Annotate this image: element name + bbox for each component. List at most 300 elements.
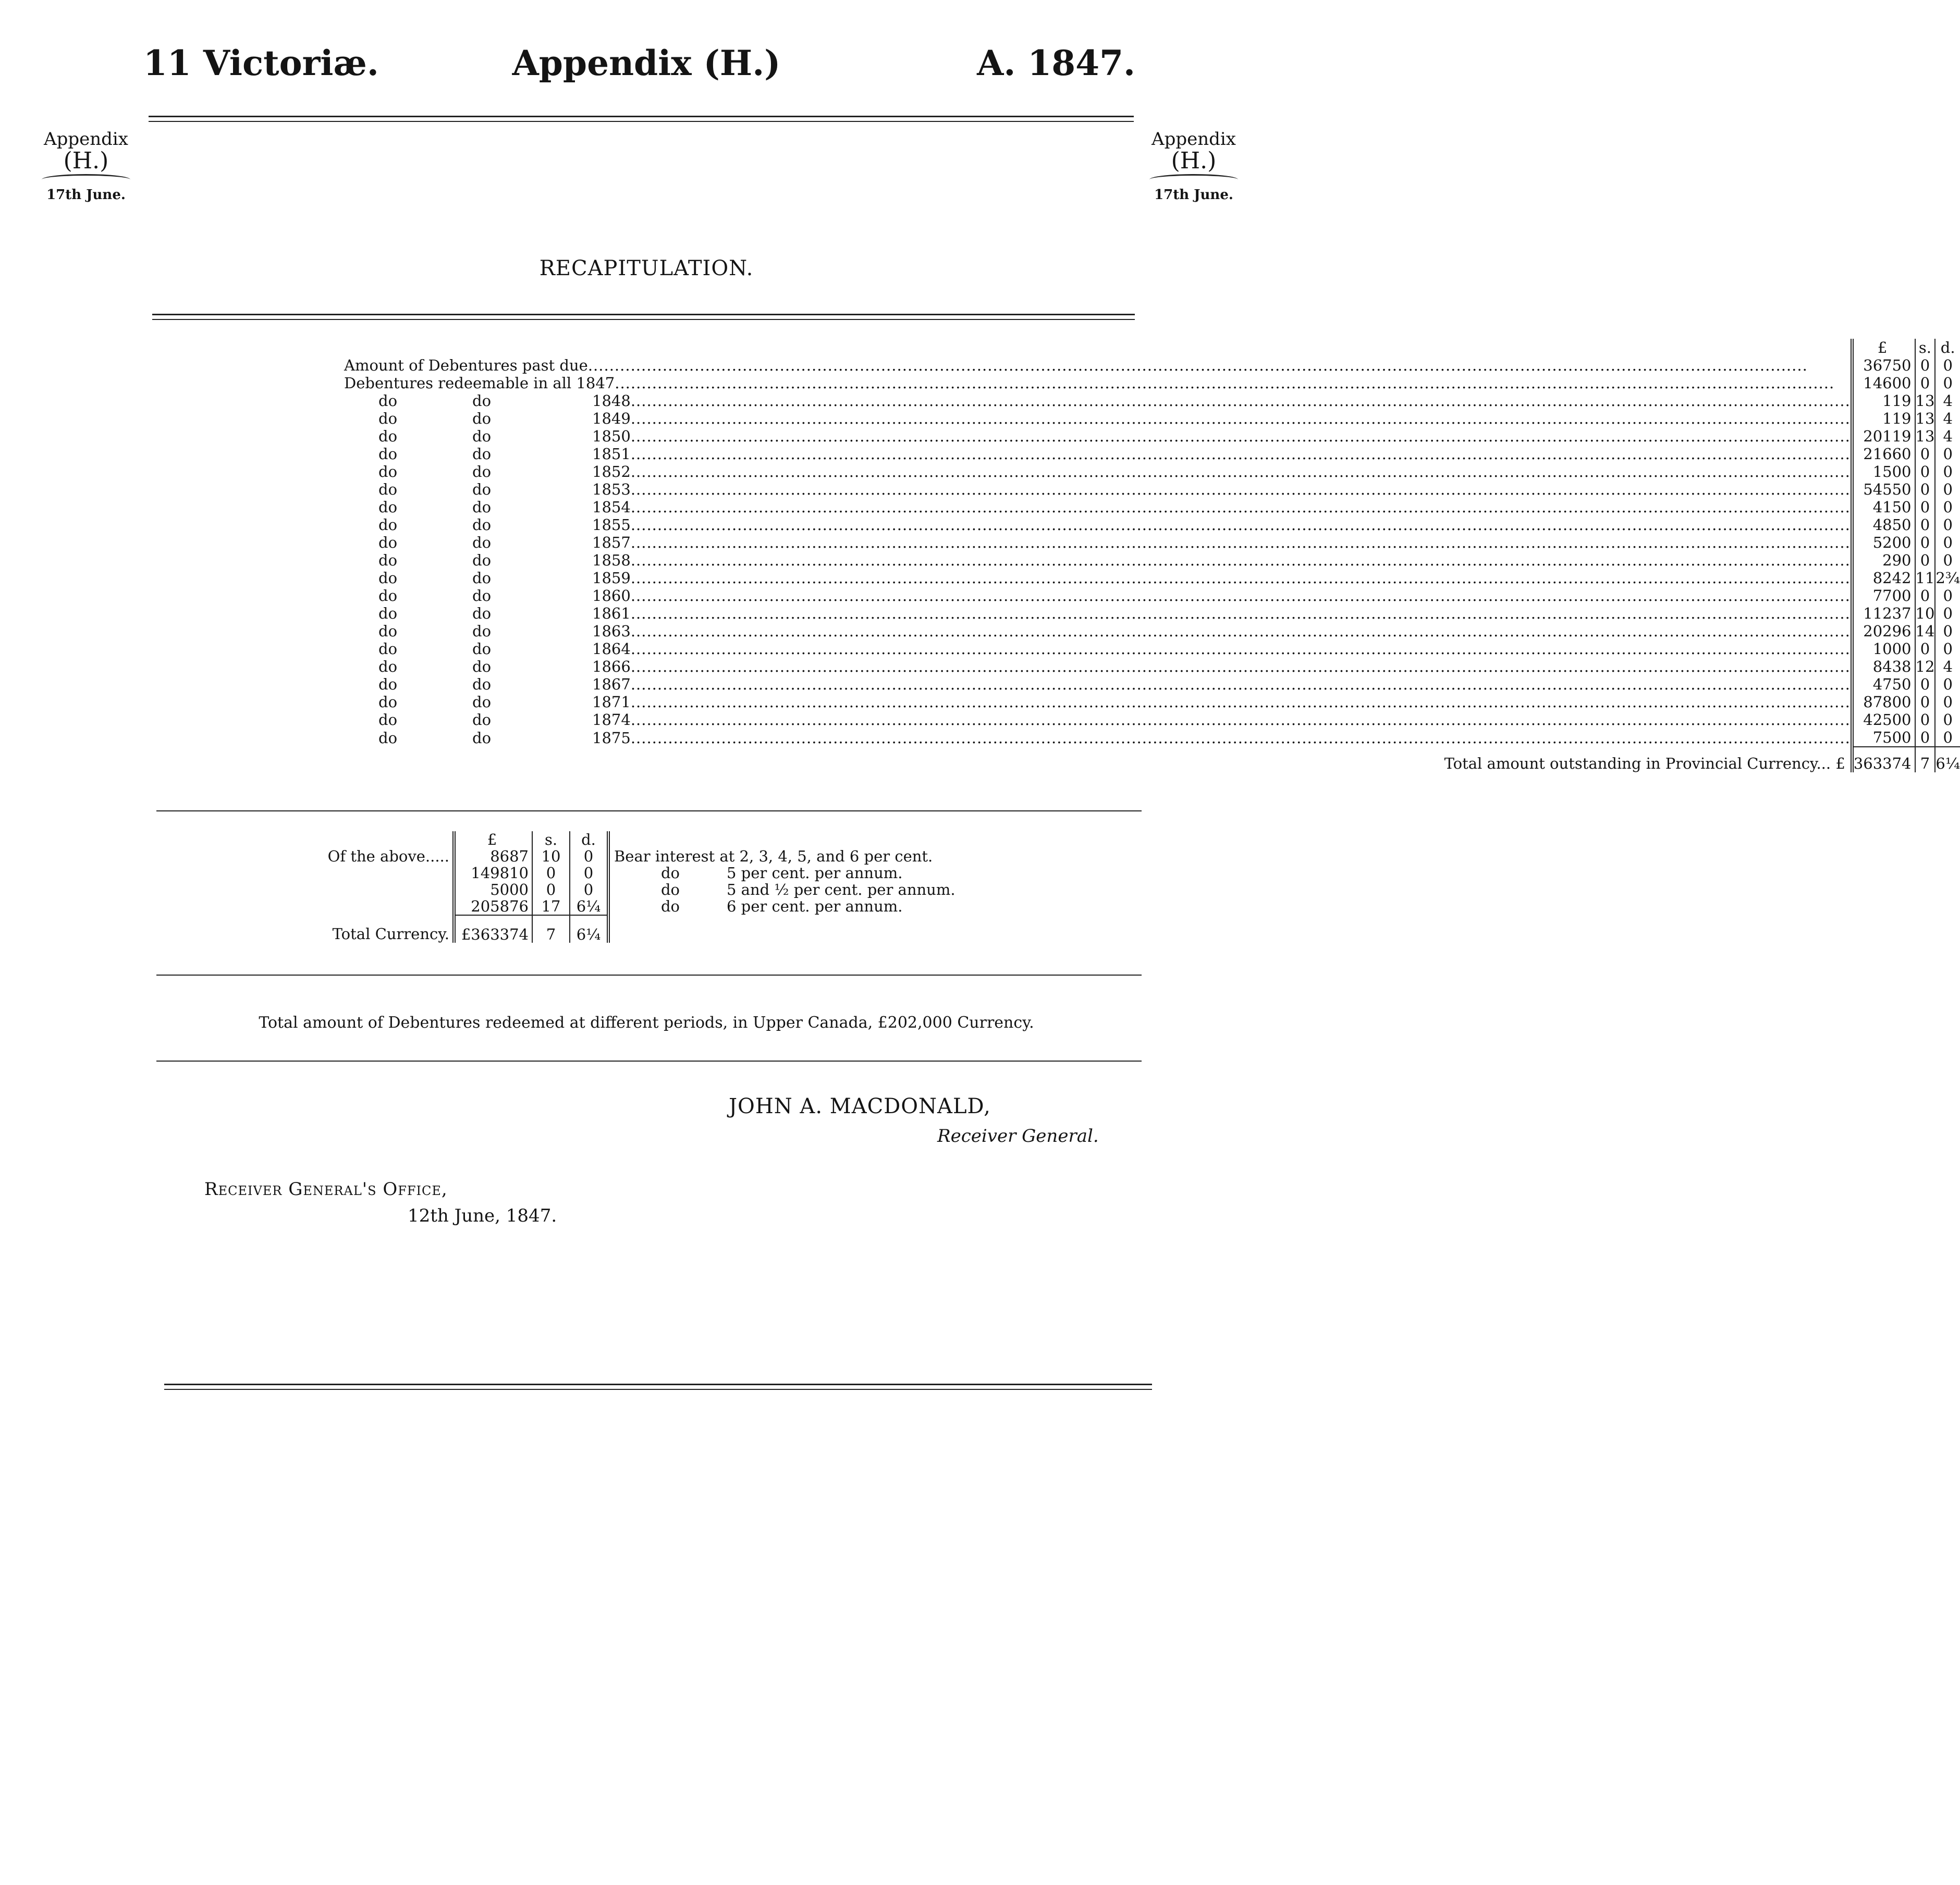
row-description: [344, 410, 1852, 427]
shillings-cell: 11: [1915, 569, 1935, 587]
interest-note: [608, 898, 956, 915]
row-prefix: do: [378, 427, 398, 445]
interest-row: [313, 848, 956, 865]
row-description: [344, 498, 1852, 516]
table-row: [344, 551, 1960, 569]
row-prefix: do: [378, 410, 398, 427]
row-year: 1874: [592, 711, 631, 729]
row-year: 1857: [592, 534, 631, 551]
pence-cell: 0: [1943, 693, 1953, 711]
pence-cell: 0: [1943, 587, 1953, 605]
table-row: [344, 622, 1960, 640]
row-description: [344, 640, 1852, 658]
shillings-cell: 17: [532, 898, 570, 915]
row-ditto: do: [472, 392, 492, 410]
row-prefix: do: [378, 551, 398, 569]
table-row: [344, 711, 1960, 729]
pence-cell: 0: [1943, 445, 1953, 463]
pounds-cell: 87800: [1852, 693, 1915, 711]
pounds-cell: 7500: [1852, 729, 1915, 747]
pence-cell: 0: [1943, 534, 1953, 551]
table-row: [344, 498, 1960, 516]
shillings-cell: 0: [1915, 534, 1936, 551]
row-description: [344, 534, 1852, 551]
row-ditto: do: [472, 534, 492, 551]
dot-leader: [631, 729, 1851, 747]
shillings-cell: 0: [1915, 498, 1936, 516]
row-description: [344, 427, 1852, 445]
row-ditto: do: [472, 711, 492, 729]
pounds-cell: 1000: [1852, 640, 1915, 658]
title-rule: [152, 314, 1135, 315]
pounds-cell: 14600: [1852, 374, 1915, 392]
row-prefix: do: [378, 498, 398, 516]
dot-leader: [631, 551, 1851, 569]
row-year: 1867: [592, 675, 631, 693]
row-prefix: do: [378, 693, 398, 711]
row-description: [344, 445, 1852, 463]
description-line: [344, 622, 1851, 640]
interest-row: [313, 865, 956, 881]
pence-cell: 4: [1943, 410, 1953, 427]
total-row: [313, 915, 956, 943]
row-ditto: do: [472, 622, 492, 640]
description-line: [344, 693, 1851, 711]
brace-icon: [42, 174, 130, 185]
interest-row: [313, 881, 956, 898]
row-description: [344, 729, 1852, 747]
pounds-cell: 5000: [454, 881, 532, 898]
row-year: 1859: [592, 569, 631, 587]
description-line: [344, 675, 1851, 693]
row-prefix: do: [378, 605, 398, 622]
row-prefix: do: [378, 445, 398, 463]
description-line: [344, 445, 1851, 463]
office-date: 12th June, 1847.: [408, 1205, 557, 1226]
row-description: [344, 605, 1852, 622]
pounds-cell: 54550: [1852, 481, 1915, 498]
row-description: [344, 463, 1852, 481]
row-ditto: do: [472, 693, 492, 711]
interest-line: [614, 848, 956, 865]
total-pounds: £363374: [454, 915, 532, 943]
row-year: 1875: [592, 729, 631, 747]
spacer: [608, 915, 956, 943]
margin-note-right: [1131, 130, 1256, 202]
pounds-cell: 5200: [1852, 534, 1915, 551]
table-row: [344, 640, 1960, 658]
pence-cell: 0: [1943, 516, 1953, 534]
office-name: Receiver General's Office,: [204, 1179, 448, 1200]
pence-cell: 0: [1943, 640, 1953, 658]
header-right: A. 1847.: [977, 43, 1135, 83]
row-prefix: do: [378, 640, 398, 658]
pounds-cell: 20119: [1852, 427, 1915, 445]
row-description: [344, 374, 1852, 392]
table-rule: [156, 810, 1142, 811]
pence-cell: 0: [1943, 498, 1953, 516]
row-prefix: do: [378, 516, 398, 534]
row-ditto: do: [472, 516, 492, 534]
ditto: do: [660, 864, 680, 882]
row-year: 1849: [592, 410, 631, 427]
row-year: 1850: [592, 427, 631, 445]
table-row: [344, 729, 1960, 747]
pence-cell: 0: [570, 848, 608, 865]
row-year: 1861: [592, 605, 631, 622]
row-ditto: do: [472, 463, 492, 481]
pounds-header: £: [1852, 339, 1915, 356]
row-description: [344, 675, 1852, 693]
dot-leader: [631, 481, 1851, 498]
row-description: [344, 481, 1852, 498]
shillings-cell: 13: [1915, 392, 1935, 410]
row-year: 1860: [592, 587, 631, 605]
total-label: Total Currency.: [332, 925, 449, 943]
row-description: [344, 622, 1852, 640]
pence-cell: 0: [1943, 605, 1953, 622]
shillings-cell: 0: [1915, 356, 1936, 374]
pence-cell: 0: [1943, 374, 1953, 392]
row-prefix: do: [378, 622, 398, 640]
description-line: [344, 587, 1851, 605]
pence-cell: 0: [1943, 622, 1953, 640]
row-year: 1863: [592, 622, 631, 640]
pence-cell: 0: [1943, 481, 1953, 498]
margin-label: Appendix: [1152, 129, 1236, 150]
total-shillings: 7: [532, 915, 570, 943]
table-row: [344, 605, 1960, 622]
row-year: 1858: [592, 551, 631, 569]
description-line: [344, 658, 1851, 675]
interest-note: [608, 848, 956, 865]
interest-note: [608, 881, 956, 898]
total-pence: 6¼: [570, 915, 608, 943]
row-label: Debentures redeemable in all 1847: [344, 374, 615, 392]
row-year: 1854: [592, 498, 631, 516]
margin-note-left: [23, 130, 149, 202]
row-description: [344, 392, 1852, 410]
row-ditto: do: [472, 445, 492, 463]
row-ditto: do: [472, 587, 492, 605]
header-left: 11 Victoriæ.: [143, 43, 379, 83]
row-year: 1866: [592, 658, 631, 675]
pence-cell: 0: [1943, 551, 1953, 569]
shillings-cell: 0: [1915, 711, 1936, 729]
description-line: [344, 374, 1851, 392]
row-prefix: do: [378, 658, 398, 675]
interest-rule: [156, 975, 1142, 976]
pounds-cell: 290: [1852, 551, 1915, 569]
row-ditto: do: [472, 427, 492, 445]
total-shillings: 7: [1915, 747, 1936, 772]
title-rule-2: [152, 319, 1135, 320]
margin-date: 17th June.: [1154, 187, 1233, 203]
row-label: Amount of Debentures past due: [344, 356, 588, 374]
signatory-name: JOHN A. MACDONALD,: [729, 1094, 991, 1118]
description-line: [344, 605, 1851, 622]
dot-leader: [631, 658, 1851, 675]
row-description: [344, 569, 1852, 587]
margin-section: (H.): [63, 147, 109, 174]
row-ditto: do: [472, 551, 492, 569]
shillings-cell: 0: [1915, 640, 1936, 658]
table-row: [344, 356, 1960, 374]
row-ditto: do: [472, 729, 492, 747]
row-description: [344, 658, 1852, 675]
description-line: [344, 463, 1851, 481]
row-prefix: do: [378, 481, 398, 498]
pence-cell: 4: [1943, 658, 1953, 675]
above-label: Of the above.....: [327, 847, 449, 865]
description-line: [344, 729, 1851, 747]
dot-leader: [631, 445, 1851, 463]
pounds-cell: 4850: [1852, 516, 1915, 534]
recap-table: [344, 339, 1960, 772]
description-line: [344, 356, 1851, 374]
description-line: [344, 410, 1851, 427]
dot-leader: [588, 356, 1851, 374]
interest-line: [614, 898, 956, 915]
dot-leader: [631, 622, 1851, 640]
dot-leader: [631, 534, 1851, 551]
row-year: 1851: [592, 445, 631, 463]
shillings-cell: 0: [1915, 693, 1936, 711]
row-ditto: do: [472, 675, 492, 693]
total-pence: 6¼: [1935, 747, 1960, 772]
table-row: [344, 481, 1960, 498]
pounds-cell: 8438: [1852, 658, 1915, 675]
pounds-cell: 149810: [454, 865, 532, 881]
interest-table: [313, 831, 956, 943]
dot-leader: [631, 516, 1851, 534]
shillings-cell: 0: [1915, 481, 1936, 498]
row-year: 1871: [592, 693, 631, 711]
dot-leader: [631, 605, 1851, 622]
row-description: [344, 587, 1852, 605]
table-row: [344, 534, 1960, 551]
row-prefix: do: [378, 392, 398, 410]
pence-cell: 4: [1943, 392, 1953, 410]
total-label: Total amount outstanding in Provincial Currency... £: [1444, 754, 1845, 772]
row-description: [344, 551, 1852, 569]
pence-cell: 0: [1943, 729, 1953, 746]
shillings-cell: 0: [532, 865, 570, 881]
header-rule-2: [149, 121, 1134, 122]
shillings-cell: 0: [1915, 729, 1936, 747]
shillings-cell: 0: [1915, 587, 1936, 605]
shillings-cell: 0: [1915, 516, 1936, 534]
pounds-cell: 7700: [1852, 587, 1915, 605]
margin-label: Appendix: [44, 129, 128, 150]
dot-leader: [631, 569, 1851, 587]
row-prefix: do: [378, 711, 398, 729]
brace-icon: [1149, 174, 1238, 185]
pounds-cell: 20296: [1852, 622, 1915, 640]
table-row: [344, 516, 1960, 534]
pence-cell: 0: [1943, 711, 1953, 729]
page-title: RECAPITULATION.: [539, 256, 754, 280]
redeemed-note: Total amount of Debentures redeemed at different periods, in Upper Canada, £202,000 Currency.: [259, 1014, 1034, 1032]
table-row: [344, 392, 1960, 410]
row-year: 1852: [592, 463, 631, 481]
shillings-cell: 14: [1915, 622, 1935, 640]
shillings-cell: 0: [1915, 374, 1936, 392]
pounds-cell: 4150: [1852, 498, 1915, 516]
pounds-cell: 1500: [1852, 463, 1915, 481]
dot-leader: [631, 410, 1851, 427]
row-ditto: do: [472, 605, 492, 622]
table-row: [344, 675, 1960, 693]
pounds-header: £: [454, 831, 532, 848]
redeemed-rule: [156, 1061, 1142, 1062]
ditto: do: [660, 881, 680, 898]
interest-note: [608, 865, 956, 881]
dot-leader: [631, 498, 1851, 516]
pence-cell: 0: [1943, 463, 1953, 481]
pence-header: d.: [570, 831, 608, 848]
row-description: [344, 516, 1852, 534]
header-rule: [149, 116, 1134, 117]
pounds-cell: 11237: [1852, 605, 1915, 622]
pence-cell: 0: [1943, 675, 1953, 693]
shillings-cell: 13: [1915, 427, 1935, 445]
spacer: [313, 898, 454, 915]
shillings-cell: 0: [1915, 463, 1936, 481]
row-prefix: do: [378, 675, 398, 693]
dot-leader: [631, 463, 1851, 481]
total-row: [344, 747, 1960, 772]
pence-cell: 0: [1943, 356, 1953, 374]
pounds-cell: 21660: [1852, 445, 1915, 463]
row-prefix: do: [378, 534, 398, 551]
description-line: [344, 481, 1851, 498]
table-row: [344, 587, 1960, 605]
description-line: [344, 534, 1851, 551]
interest-rate: 6 per cent. per annum.: [727, 897, 903, 915]
shillings-cell: 12: [1915, 658, 1935, 675]
dot-leader: [631, 587, 1851, 605]
row-prefix: do: [378, 569, 398, 587]
pounds-cell: 4750: [1852, 675, 1915, 693]
row-year: 1864: [592, 640, 631, 658]
row-ditto: do: [472, 569, 492, 587]
margin-date: 17th June.: [46, 187, 126, 203]
shillings-cell: 10: [1915, 605, 1935, 622]
interest-line: [614, 865, 956, 881]
ditto: do: [660, 897, 680, 915]
row-year: 1848: [592, 392, 631, 410]
dot-leader: [615, 374, 1851, 392]
table-row: [344, 569, 1960, 587]
pence-cell: 6¼: [570, 898, 608, 915]
units-row: [313, 831, 956, 848]
shillings-cell: 13: [1915, 410, 1935, 427]
shillings-header: s.: [1915, 339, 1936, 356]
row-ditto: do: [472, 481, 492, 498]
pounds-cell: 205876: [454, 898, 532, 915]
table-row: [344, 410, 1960, 427]
total-pounds: 363374: [1852, 747, 1915, 772]
dot-leader: [631, 711, 1851, 729]
row-ditto: do: [472, 410, 492, 427]
pounds-cell: 8687: [454, 848, 532, 865]
dot-leader: [631, 640, 1851, 658]
dot-leader: [631, 675, 1851, 693]
pounds-cell: 119: [1852, 410, 1915, 427]
spacer: [313, 881, 454, 898]
description-line: [344, 640, 1851, 658]
description-line: [344, 392, 1851, 410]
pounds-cell: 8242: [1852, 569, 1915, 587]
interest-rate: 5 and ½ per cent. per annum.: [727, 881, 956, 898]
table-row: [344, 427, 1960, 445]
footer-rule-2: [164, 1389, 1152, 1390]
row-ditto: do: [472, 498, 492, 516]
table-row: [344, 374, 1960, 392]
pounds-cell: 42500: [1852, 711, 1915, 729]
table-row: [344, 445, 1960, 463]
row-prefix: do: [378, 463, 398, 481]
description-line: [344, 711, 1851, 729]
pounds-cell: 119: [1852, 392, 1915, 410]
pence-cell: 4: [1943, 427, 1953, 445]
interest-rate: Bear interest at 2, 3, 4, 5, and 6 per cent.: [614, 847, 933, 865]
dot-leader: [631, 392, 1851, 410]
shillings-cell: 0: [1915, 445, 1936, 463]
row-prefix: do: [378, 587, 398, 605]
header-title: Appendix (H.): [512, 43, 781, 83]
description-line: [344, 427, 1851, 445]
pence-cell: 0: [570, 881, 608, 898]
pounds-cell: 36750: [1852, 356, 1915, 374]
interest-row: [313, 898, 956, 915]
row-prefix: do: [378, 729, 398, 747]
shillings-cell: 0: [1915, 675, 1936, 693]
row-year: 1853: [592, 481, 631, 498]
row-description: [344, 693, 1852, 711]
shillings-cell: 0: [532, 881, 570, 898]
row-description: [344, 711, 1852, 729]
footer-rule: [164, 1384, 1152, 1385]
dot-leader: [631, 693, 1851, 711]
pence-header: d.: [1940, 339, 1955, 356]
description-line: [344, 569, 1851, 587]
row-description: [344, 356, 1852, 374]
pence-cell: 0: [570, 865, 608, 881]
shillings-cell: 0: [1915, 551, 1936, 569]
margin-section: (H.): [1171, 147, 1217, 174]
description-line: [344, 498, 1851, 516]
table-row: [344, 658, 1960, 675]
interest-rate: 5 per cent. per annum.: [727, 864, 903, 882]
table-row: [344, 463, 1960, 481]
row-ditto: do: [472, 640, 492, 658]
row-ditto: do: [472, 658, 492, 675]
shillings-cell: 10: [532, 848, 570, 865]
description-line: [344, 516, 1851, 534]
units-row: [344, 339, 1960, 356]
row-year: 1855: [592, 516, 631, 534]
shillings-header: s.: [532, 831, 570, 848]
interest-line: [614, 881, 956, 898]
table-row: [344, 693, 1960, 711]
dot-leader: [631, 427, 1851, 445]
description-line: [344, 551, 1851, 569]
signatory-title: Receiver General.: [937, 1126, 1099, 1147]
spacer: [313, 865, 454, 881]
pence-cell: 2¾: [1936, 569, 1960, 587]
